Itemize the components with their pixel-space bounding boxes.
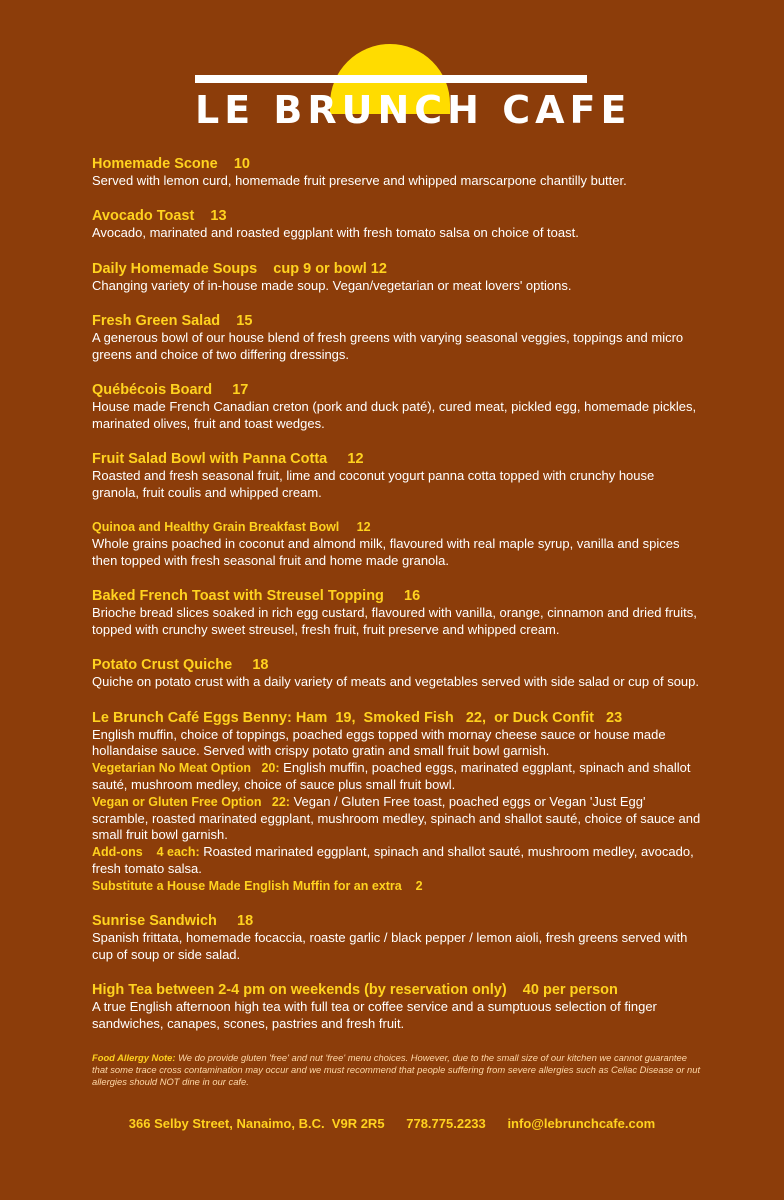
footer	[0, 1116, 784, 1131]
substitute-note: Substitute a House Made English Muffin for an extra 2	[92, 878, 423, 893]
menu-item-title: Daily Homemade Soups cup 9 or bowl 12	[92, 260, 387, 277]
benny-title: Le Brunch Café Eggs Benny: Ham 19, Smoked Fish 22, or Duck Confit 23	[92, 709, 623, 726]
logo	[195, 44, 632, 134]
veg-option	[92, 760, 702, 794]
vegan-option-desc: Vegan / Gluten Free toast, poached eggs or Vegan 'Just Egg' scramble, roasted marinated eggplant, mushroom medley, spinach and shallot sauté, choice of sauce and small fruit bowl garnish.	[92, 793, 701, 843]
menu-item-title: Potato Crust Quiche 18	[92, 657, 269, 674]
email: info@lebrunchcafe.com	[507, 1116, 656, 1131]
addons-label: Add-ons 4 each:	[92, 845, 200, 860]
menu-item-title: Homemade Scone 10	[92, 156, 250, 172]
veg-option-label: Vegetarian No Meat Option 20:	[92, 761, 280, 776]
addons-desc: Roasted marinated eggplant, spinach and shallot sauté, mushroom medley, avocado, fresh tomato salsa.	[92, 844, 694, 877]
vegan-option-label: Vegan or Gluten Free Option 22:	[92, 794, 290, 809]
allergy-label: Food Allergy Note:	[92, 1052, 176, 1063]
allergy-text: We do provide gluten 'free' and nut 'free' menu choices. However, due to the small size of our kitchen we cannot guarantee that some trace cross contamination may occur and we must recommend that people suffering from severe allergies such as Celiac Disease or nut allergies should NOT dine in our cafe.	[92, 1052, 701, 1087]
allergy-note	[92, 1052, 702, 1088]
menu-list	[92, 155, 702, 1050]
menu-item-desc: Changing variety of in-house made soup. Vegan/vegetarian or meat lovers' options.	[92, 277, 572, 293]
menu-item	[92, 207, 702, 242]
phone: 778.775.2233	[406, 1116, 486, 1131]
menu-item-desc: Quiche on potato crust with a daily variety of meats and vegetables served with side salad or cup of soup.	[92, 674, 700, 690]
menu-item-desc: Whole grains poached in coconut and almond milk, flavoured with real maple syrup, vanilla and spices then topped with fresh seasonal fruit and home made granola.	[92, 536, 680, 568]
menu-item	[92, 450, 702, 502]
menu-item	[92, 981, 702, 1033]
address: 366 Selby Street, Nanaimo, B.C. V9R 2R5	[128, 1116, 385, 1131]
benny-desc: English muffin, choice of toppings, poached eggs topped with mornay cheese sauce or house made hollandaise sauce. Served with crispy potato gratin and small fruit bowl garnish.	[92, 726, 666, 759]
menu-item-title: Fruit Salad Bowl with Panna Cotta 12	[92, 451, 364, 468]
menu-item-desc: Served with lemon curd, homemade fruit preserve and whipped marscarpone chantilly butter.	[92, 173, 627, 188]
menu-item-title: High Tea between 2-4 pm on weekends (by reservation only) 40 per person	[92, 982, 618, 999]
logo-bar	[195, 75, 587, 83]
vegan-option	[92, 794, 702, 844]
benny-section	[92, 709, 702, 895]
menu-item-desc: Brioche bread slices soaked in rich egg custard, flavoured with vanilla, orange, cinnamon and dried fruits, topped with crunchy sweet streusel, fresh fruit, fruit preserve and whipped cream.	[92, 605, 697, 638]
menu-item-desc: A generous bowl of our house blend of fresh greens with varying seasonal veggies, toppings and micro greens and choice of two differing dressings.	[92, 329, 684, 362]
menu-item-desc: Roasted and fresh seasonal fruit, lime and coconut yogurt panna cotta topped with crunchy house granola, fruit coulis and whipped cream.	[92, 468, 655, 500]
addons	[92, 844, 702, 878]
menu-item	[92, 519, 702, 570]
menu-item	[92, 381, 702, 433]
menu-item	[92, 260, 702, 295]
menu-item-title: Québécois Board 17	[92, 381, 249, 398]
veg-option-desc: English muffin, poached eggs, marinated eggplant, spinach and shallot sauté, mushroom medley, choice of sauce plus small fruit bowl.	[92, 760, 691, 793]
menu-item	[92, 912, 702, 964]
menu-item-title: Sunrise Sandwich 18	[92, 913, 254, 930]
menu-item	[92, 656, 702, 691]
menu-item-desc: House made French Canadian creton (pork and duck paté), cured meat, pickled egg, homemade pickles, marinated olives, fruit and toast wedges.	[92, 398, 697, 431]
menu-item-title: Baked French Toast with Streusel Topping 16	[92, 588, 421, 605]
menu-item-desc: A true English afternoon high tea with full tea or coffee service and a sumptuous selection of finger sandwiches, canapes, scones, pastries and fresh fruit.	[92, 999, 657, 1032]
menu-item	[92, 155, 702, 190]
menu-item-title: Avocado Toast 13	[92, 208, 227, 225]
menu-item-desc: Spanish frittata, homemade focaccia, roaste garlic / black pepper / lemon aioli, fresh greens served with cup of soup or side salad.	[92, 930, 688, 962]
menu-item-title: Fresh Green Salad 15	[92, 312, 253, 329]
menu-item-desc: Avocado, marinated and roasted eggplant with fresh tomato salsa on choice of toast.	[92, 225, 579, 241]
menu-item	[92, 587, 702, 639]
menu-item-title: Quinoa and Healthy Grain Breakfast Bowl 12	[92, 520, 371, 535]
menu-item	[92, 312, 702, 364]
logo-text: LE BRUNCH CAFE	[195, 88, 632, 132]
